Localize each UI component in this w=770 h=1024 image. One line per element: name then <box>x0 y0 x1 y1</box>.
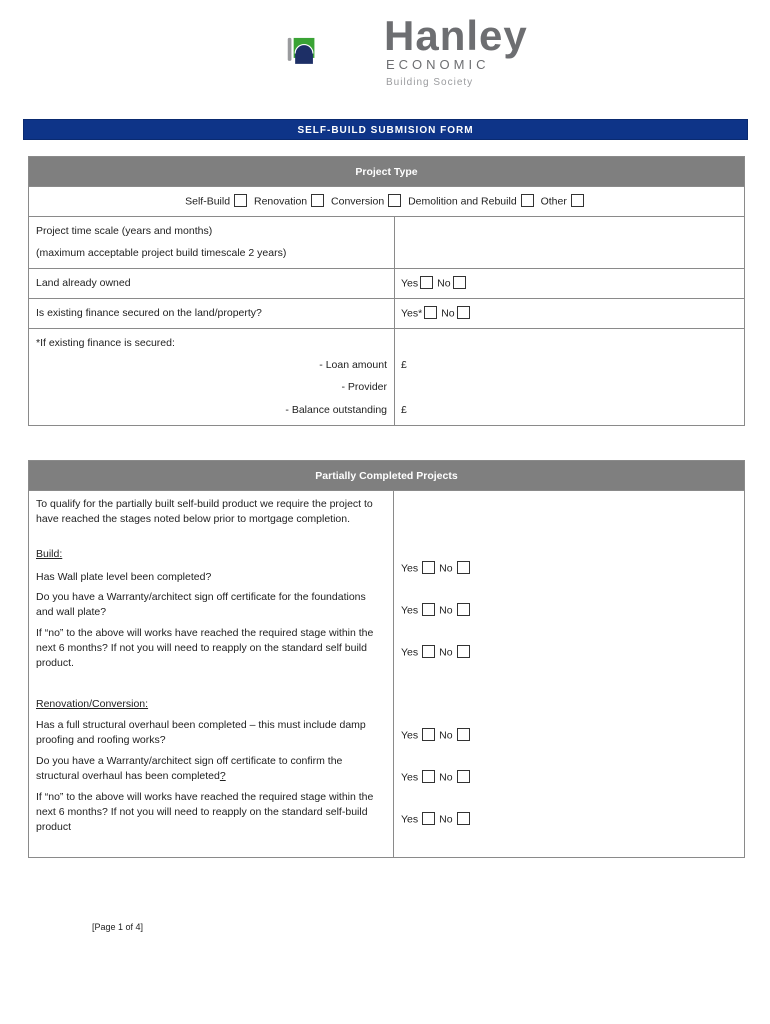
partial-header: Partially Completed Projects <box>29 461 744 491</box>
renovation-heading: Renovation/Conversion: <box>36 698 149 710</box>
option-other-label: Other <box>540 195 567 208</box>
option-self-build-label: Self-Build <box>185 195 231 208</box>
provider-label: - Provider <box>341 381 387 393</box>
question-warranty-foundations: Do you have a Warranty/architect sign off certificate for the foundations and wall plate? <box>36 591 366 618</box>
loan-amount-label: - Loan amount <box>319 359 387 371</box>
demolition-rebuild-checkbox[interactable] <box>521 194 534 207</box>
land-owned-choices <box>401 276 470 291</box>
land-owned-no-checkbox[interactable] <box>453 276 466 289</box>
option-conversion-label: Conversion <box>331 195 385 208</box>
logo-year: 1854 <box>309 72 337 79</box>
q1-no-checkbox[interactable] <box>457 561 470 574</box>
brand-economic: ECONOMIC <box>386 57 490 72</box>
q3-yes-checkbox[interactable] <box>422 645 435 658</box>
q5-yes-checkbox[interactable] <box>422 770 435 783</box>
project-type-options <box>29 194 744 209</box>
timescale-input[interactable] <box>396 218 742 266</box>
balance-currency: £ <box>401 404 407 416</box>
q2-no-checkbox[interactable] <box>457 603 470 616</box>
brand-name: Hanley <box>384 12 528 59</box>
build-heading: Build: <box>36 548 63 560</box>
q4-no-checkbox[interactable] <box>457 728 470 741</box>
question-wall-plate: Has Wall plate level been completed? <box>36 571 212 583</box>
loan-amount-currency: £ <box>401 359 407 371</box>
renovation-checkbox[interactable] <box>311 194 324 207</box>
timescale-label: Project time scale (years and months) <box>36 225 213 237</box>
logo-grey-bar <box>288 38 292 61</box>
q3-choices: Yes No <box>401 645 474 660</box>
land-owned-yes-checkbox[interactable] <box>420 276 433 289</box>
q6-no-checkbox[interactable] <box>457 812 470 825</box>
question-reapply-renovation: If “no” to the above will works have reached the required stage within the next 6 months? If not you will need to reapply on the standard self-build product <box>36 791 374 833</box>
land-owned-label: Land already owned <box>36 277 131 289</box>
option-demolition-label: Demolition and Rebuild <box>408 195 517 208</box>
page-number: [Page 1 of 4] <box>92 922 144 932</box>
finance-secured-label: Is existing finance secured on the land/property? <box>36 307 262 319</box>
other-checkbox[interactable] <box>571 194 584 207</box>
yes-star-label: Yes* <box>401 307 423 320</box>
finance-secured-no-checkbox[interactable] <box>457 306 470 319</box>
self-build-checkbox[interactable] <box>234 194 247 207</box>
loan-amount-input[interactable] <box>412 355 742 375</box>
finance-secured-yes-checkbox[interactable] <box>424 306 437 319</box>
q6-choices: Yes No <box>401 812 474 827</box>
no-label: No <box>441 307 455 320</box>
timescale-note: (maximum acceptable project build timescale 2 years) <box>36 247 287 259</box>
balance-input[interactable] <box>412 400 742 420</box>
no-label: No <box>437 277 451 290</box>
q2-yes-checkbox[interactable] <box>422 603 435 616</box>
q3-no-checkbox[interactable] <box>457 645 470 658</box>
q5-no-checkbox[interactable] <box>457 770 470 783</box>
form-title: SELF-BUILD SUBMISION FORM <box>23 119 748 140</box>
option-renovation-label: Renovation <box>254 195 308 208</box>
q1-yes-checkbox[interactable] <box>422 561 435 574</box>
finance-secured-choices <box>401 306 474 321</box>
if-finance-label: *If existing finance is secured: <box>36 337 175 349</box>
provider-input[interactable] <box>400 378 742 398</box>
question-structural-overhaul: Has a full structural overhaul been completed – this must include damp proofing and roofing works? <box>36 719 366 746</box>
q6-yes-checkbox[interactable] <box>422 812 435 825</box>
brand-society: Building Society <box>386 77 474 88</box>
hanley-logo <box>287 12 387 92</box>
q4-choices: Yes No <box>401 728 474 743</box>
question-reapply-build: If “no” to the above will works have reached the required stage within the next 6 months? If not you will need to reapply on the standard self build product. <box>36 627 374 669</box>
conversion-checkbox[interactable] <box>388 194 401 207</box>
balance-label: - Balance outstanding <box>285 404 387 416</box>
q4-yes-checkbox[interactable] <box>422 728 435 741</box>
q2-choices: Yes No <box>401 603 474 618</box>
q1-choices: Yes No <box>401 561 474 576</box>
q5-choices: Yes No <box>401 770 474 785</box>
yes-label: Yes <box>401 277 419 290</box>
partial-intro: To qualify for the partially built self-build product we require the project to have reached the stages noted below prior to mortgage completion. <box>36 498 373 525</box>
question-warranty-overhaul: Do you have a Warranty/architect sign off certificate to confirm the structural overhaul has been completed? <box>36 755 343 782</box>
project-type-header: Project Type <box>29 157 744 187</box>
